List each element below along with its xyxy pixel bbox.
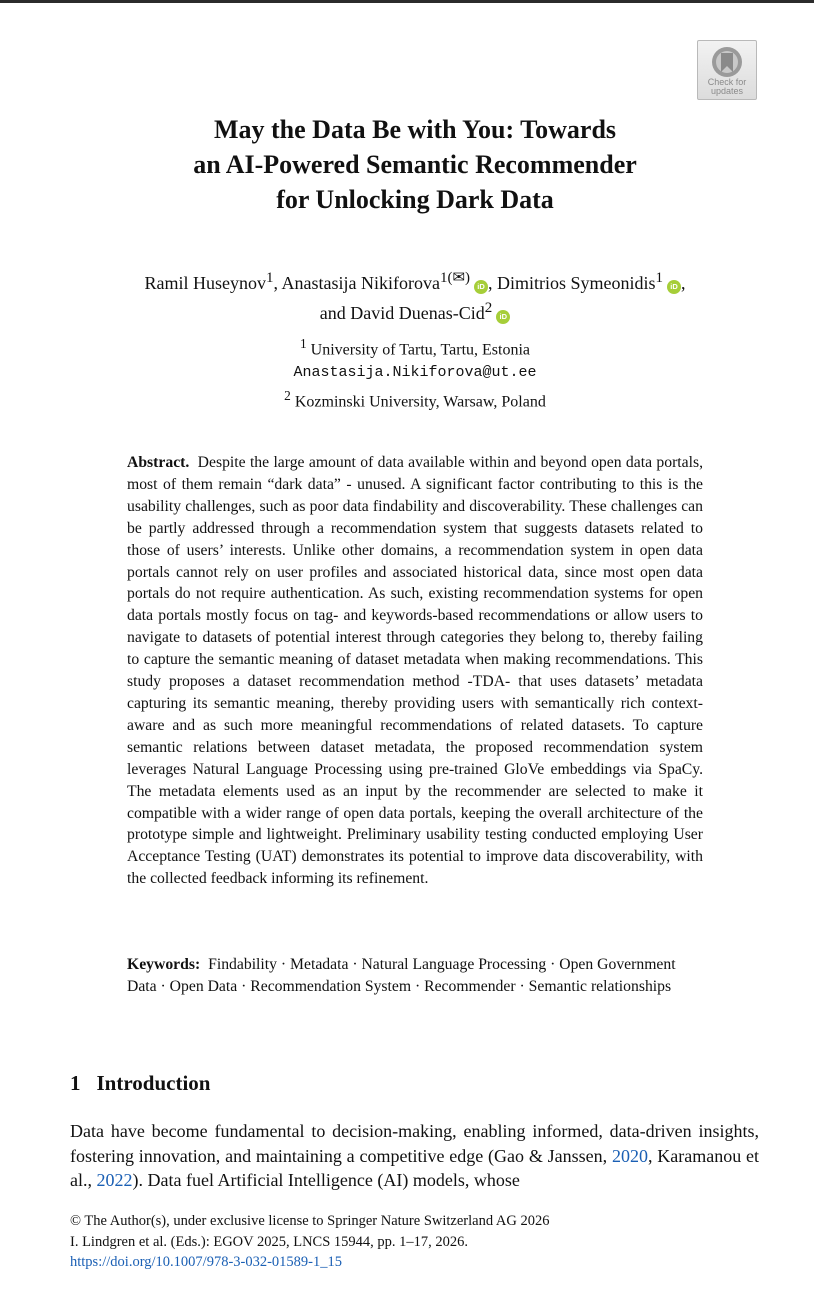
abstract [127, 452, 703, 890]
title-line-2: an AI-Powered Semantic Recommender [193, 150, 637, 179]
top-border [0, 0, 814, 3]
abstract-label: Abstract. [127, 454, 190, 471]
affiliation-2: $^2$ Kozminski University, Warsaw, Poland [284, 388, 546, 411]
author-email[interactable]: Anastasija.Nikiforova@ut.ee [293, 364, 537, 382]
abstract-text: Despite the large amount of data available within and beyond open data portals, most of them remain “dark data” - unused. A significant factor contributing to this is the usability challenges, such as poor data findability and discoverability. These challenges can be partly addressed through a recommendation system that suggests datasets related to those of users’ interests. Unlike other domains, a recommendation system in open data portals cannot rely on user profiles and associated historical data, since most open data portals do not require authentication. As such, existing recommendation systems for open data portals mostly focus on tag- and keywords-based recommendations or allow users to navigate to datasets of potential interest through categories they belong to, thereby failing to capture the semantic meaning of dataset metadata when making recommendations. This study proposes a dataset recommendation method -TDA- that uses datasets’ metadata capturing its semantic meaning, thereby providing users with semantically rich context-aware and as such more meaningful recommendations of related datasets. To capture semantic relations between dataset metadata, the proposed recommendation system leverages Natural Language Processing using pre-trained GloVe embeddings via SpaCy. The metadata elements used as an input by the recommender are selected to make it compatible with a wider range of open data portals, keeping the overall architecture of the prototype simple and lightweight. Preliminary usability testing conducted employing User Acceptance Testing (UAT) demonstrates its potential to improve data discoverability, with the collected feedback informing its refinement. [127, 454, 704, 888]
keywords-text: Findability · Metadata · Natural Language Processing · Open Government Data · Open Data · Recommendation System · Recommender · Semantic relationships [127, 956, 676, 995]
copyright-line: © The Author(s), under exclusive license to Springer Nature Switzerland AG 2026 [70, 1213, 550, 1229]
introduction-paragraph: Data have become fundamental to decision-making, enabling informed, data-driven insights, fostering innovation, and maintaining a competitive edge (Gao & Janssen, 2020, Karamanou et al., 2022). Data fuel Artificial Intelligence (AI) models, whose [70, 1121, 760, 1190]
title-line-3: for Unlocking Dark Data [276, 185, 554, 214]
affiliation-1: $^1$ University of Tartu, Tartu, Estonia [299, 336, 531, 359]
orcid-icon[interactable]: iD [474, 280, 488, 294]
author-huseynov: Ramil Huseynov$^1$ [144, 270, 274, 293]
author-symeonidis: Dimitrios Symeonidis$^1$iD [497, 273, 681, 293]
doi-link[interactable]: https://doi.org/10.1007/978-3-032-01589-1_15 [70, 1254, 343, 1270]
title-line-1: May the Data Be with You: Towards [213, 115, 617, 144]
citation-link[interactable]: 2022 [96, 1170, 133, 1190]
affiliations [100, 332, 730, 414]
author-nikiforova: Anastasija Nikiforova$^{1(✉)}$iD [281, 273, 488, 293]
author-duenas-cid: and David Duenas-Cid$^2$iD [320, 303, 510, 323]
citation-link[interactable]: 2020 [611, 1145, 648, 1166]
orcid-icon[interactable]: iD [667, 280, 681, 294]
keywords [127, 954, 703, 998]
orcid-icon[interactable]: iD [496, 310, 510, 324]
badge-text: Check for updates [707, 77, 747, 96]
check-for-updates-badge[interactable] [697, 40, 757, 100]
keywords-label: Keywords: [127, 956, 201, 973]
page-footer [70, 1211, 759, 1273]
crossmark-icon [710, 45, 744, 79]
section-number: 1 [70, 1071, 81, 1095]
section-title: Introduction [96, 1071, 211, 1095]
author-list: Ramil Huseynov$^1$, Anastasija Nikiforova$^{1(✉)}$iD , Dimitrios Symeonidis$^1$iD , and David Duenas-Cid$^2$iD [144, 270, 686, 323]
citation-line: I. Lindgren et al. (Eds.): EGOV 2025, LNCS 15944, pp. 1–17, 2026. [70, 1233, 469, 1250]
paper-title [100, 112, 730, 217]
section-heading [70, 1068, 210, 1098]
